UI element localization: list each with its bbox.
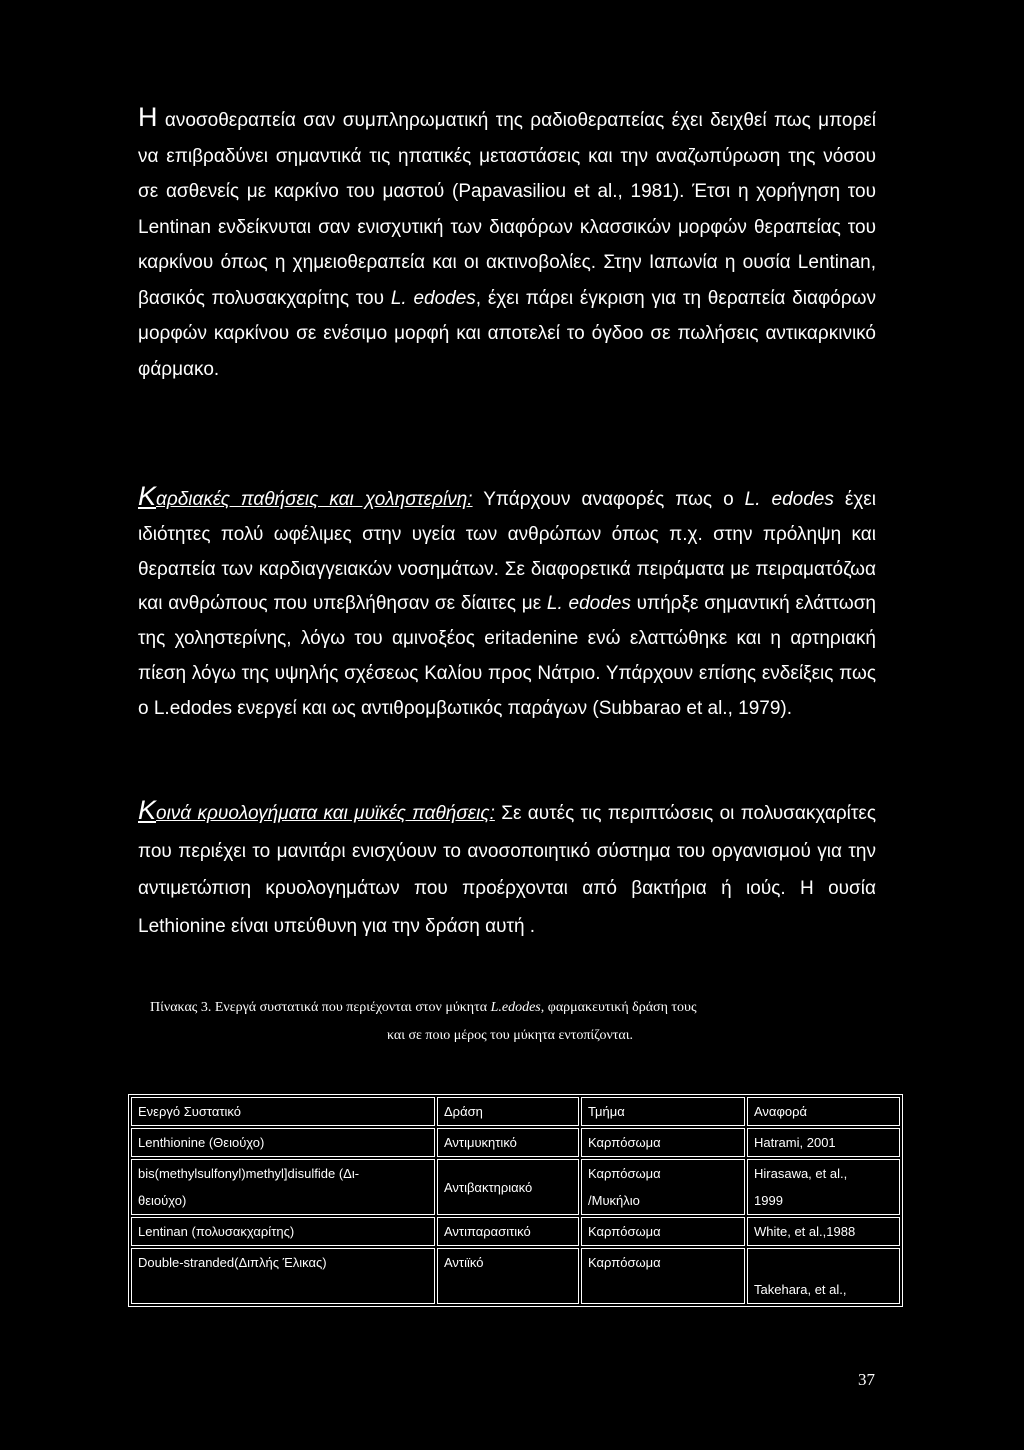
paragraph-immunotherapy [138, 103, 876, 387]
table-cell: Αντιϊκό [437, 1248, 579, 1304]
table-cell: Καρπόσωμα [581, 1217, 745, 1246]
cell-line: Καρπόσωμα [588, 1166, 661, 1181]
drop-cap: Η [138, 102, 158, 132]
species-name: L. edodes [390, 287, 476, 309]
table-cell: White, et al.,1988 [747, 1217, 900, 1246]
species-name: L. edodes [546, 593, 631, 615]
table-cell: Lenthionine (Θειούχο) [131, 1128, 435, 1157]
cell-line: /Μυκήλιο [588, 1193, 640, 1208]
species-name: L. edodes [744, 489, 834, 510]
section-heading: οινά κρυολογήματα και μυϊκές παθήσεις: [156, 803, 495, 824]
header-cell: Αναφορά [747, 1097, 900, 1126]
table-caption [150, 994, 870, 1050]
paragraph-text: ανοσοθεραπεία σαν συμπληρωματική της ραδιοθεραπείας έχει δειχθεί πως μπορεί να επιβραδύνει σημαντικά τις ηπατικές μεταστάσεις και την αναζωπύρωση της νόσου σε ασθενείς με καρκίνο του μαστού (Papavasiliou et al., 1981). Έτσι η χορήγηση του Lentinan ενδείκνυται σαν ενισχυτική των διαφόρων κλασσικών μορφών θεραπείας του καρκίνου όπως η χημειοθεραπεία και οι ακτινοβολίες. Στην Ιαπωνία η ουσία Lentinan, βασικός πολυσακχαρίτης του [138, 110, 876, 309]
species-name: L.edodes [490, 1000, 541, 1015]
caption-text: , φαρμακευτική δράση τους [540, 1000, 697, 1015]
caption-label: Πίνακας 3. [150, 1000, 212, 1015]
table-cell: Takehara, et al., [747, 1248, 900, 1304]
caption-line-1 [150, 994, 870, 1022]
table-cell [131, 1159, 435, 1215]
table-cell: Αντιβακτηριακό [437, 1159, 579, 1215]
cell-line: θειούχο) [138, 1193, 187, 1208]
table-row [131, 1128, 900, 1157]
table-row [131, 1217, 900, 1246]
active-compounds-table [128, 1094, 903, 1307]
table-cell [581, 1159, 745, 1215]
table-cell: Καρπόσωμα [581, 1248, 745, 1304]
drop-cap: Κ [138, 481, 157, 511]
paragraph-colds [138, 795, 876, 945]
table-cell [747, 1159, 900, 1215]
paragraph-text: υπήρξε σημαντική ελάττωση της χοληστερίνης, λόγω του αμινοξέος eritadenine ενώ ελαττώθηκε και η αρτηριακή πίεση λόγω της υψηλής σχέσεως Καλίου προς Νάτριο. Υπάρχουν επίσης ενδείξεις πως ο L.edodes ενεργεί και ως αντιθρομβωτικός παράγων (Subbarao et al., 1979). [138, 593, 876, 719]
section-heading: αρδιακές παθήσεις και χοληστερίνη: [156, 489, 473, 510]
header-cell: Τμήμα [581, 1097, 745, 1126]
header-cell: Δράση [437, 1097, 579, 1126]
caption-text: Ενεργά συστατικά που περιέχονται στον μύκητα [211, 1000, 491, 1015]
cell-line: 1999 [754, 1193, 783, 1208]
table-header-row [131, 1097, 900, 1126]
table-cell: Double-stranded(Διπλής Έλικας) [131, 1248, 435, 1304]
table-row [131, 1159, 900, 1215]
paragraph-text: , έχει πάρει έγκριση για τη θεραπεία διαφόρων μορφών καρκίνου σε ενέσιμο μορφή και αποτελεί το όγδοο σε πωλήσεις αντικαρκινικό φάρμακο. [138, 287, 877, 380]
table-cell: Καρπόσωμα [581, 1128, 745, 1157]
page-number: 37 [858, 1370, 875, 1389]
cell-line: bis(methylsulfonyl)methyl]disulfide (Δι- [138, 1166, 360, 1181]
paragraph-cardiac [138, 483, 876, 727]
paragraph-text: Σε αυτές τις περιπτώσεις οι πολυσακχαρίτες που περιέχει το μανιτάρι ενισχύουν το ανοσοποιητικό σύστημα του οργανισμού για την αντιμετώπιση κρυολογημάτων που προέρχονται από βακτήρια ή ιούς. Η ουσία Lethionine είναι υπεύθυνη για την δράση αυτή . [138, 803, 876, 937]
paragraph-text: Υπάρχουν αναφορές πως ο [472, 489, 745, 510]
header-cell: Ενεργό Συστατικό [131, 1097, 435, 1126]
table-cell: Αντιμυκητικό [437, 1128, 579, 1157]
cell-line: Hirasawa, et al., [754, 1166, 848, 1181]
drop-cap: Κ [138, 795, 157, 825]
table-cell: Αντιπαρασιτικό [437, 1217, 579, 1246]
table-row [131, 1248, 900, 1304]
table-cell: Lentinan (πολυσακχαρίτης) [131, 1217, 435, 1246]
table-cell: Hatrami, 2001 [747, 1128, 900, 1157]
paragraph-text: έχει ιδιότητες πολύ ωφέλιμες στην υγεία των ανθρώπων όπως π.χ. στην πρόληψη και θεραπεία των καρδιαγγειακών νοσημάτων. Σε διαφορετικά πειράματα με πειραματόζωα και ανθρώπους που υπεβλήθησαν σε δίαιτες με [138, 489, 876, 615]
caption-line-2: και σε ποιο μέρος του μύκητα εντοπίζονται. [386, 1028, 634, 1043]
